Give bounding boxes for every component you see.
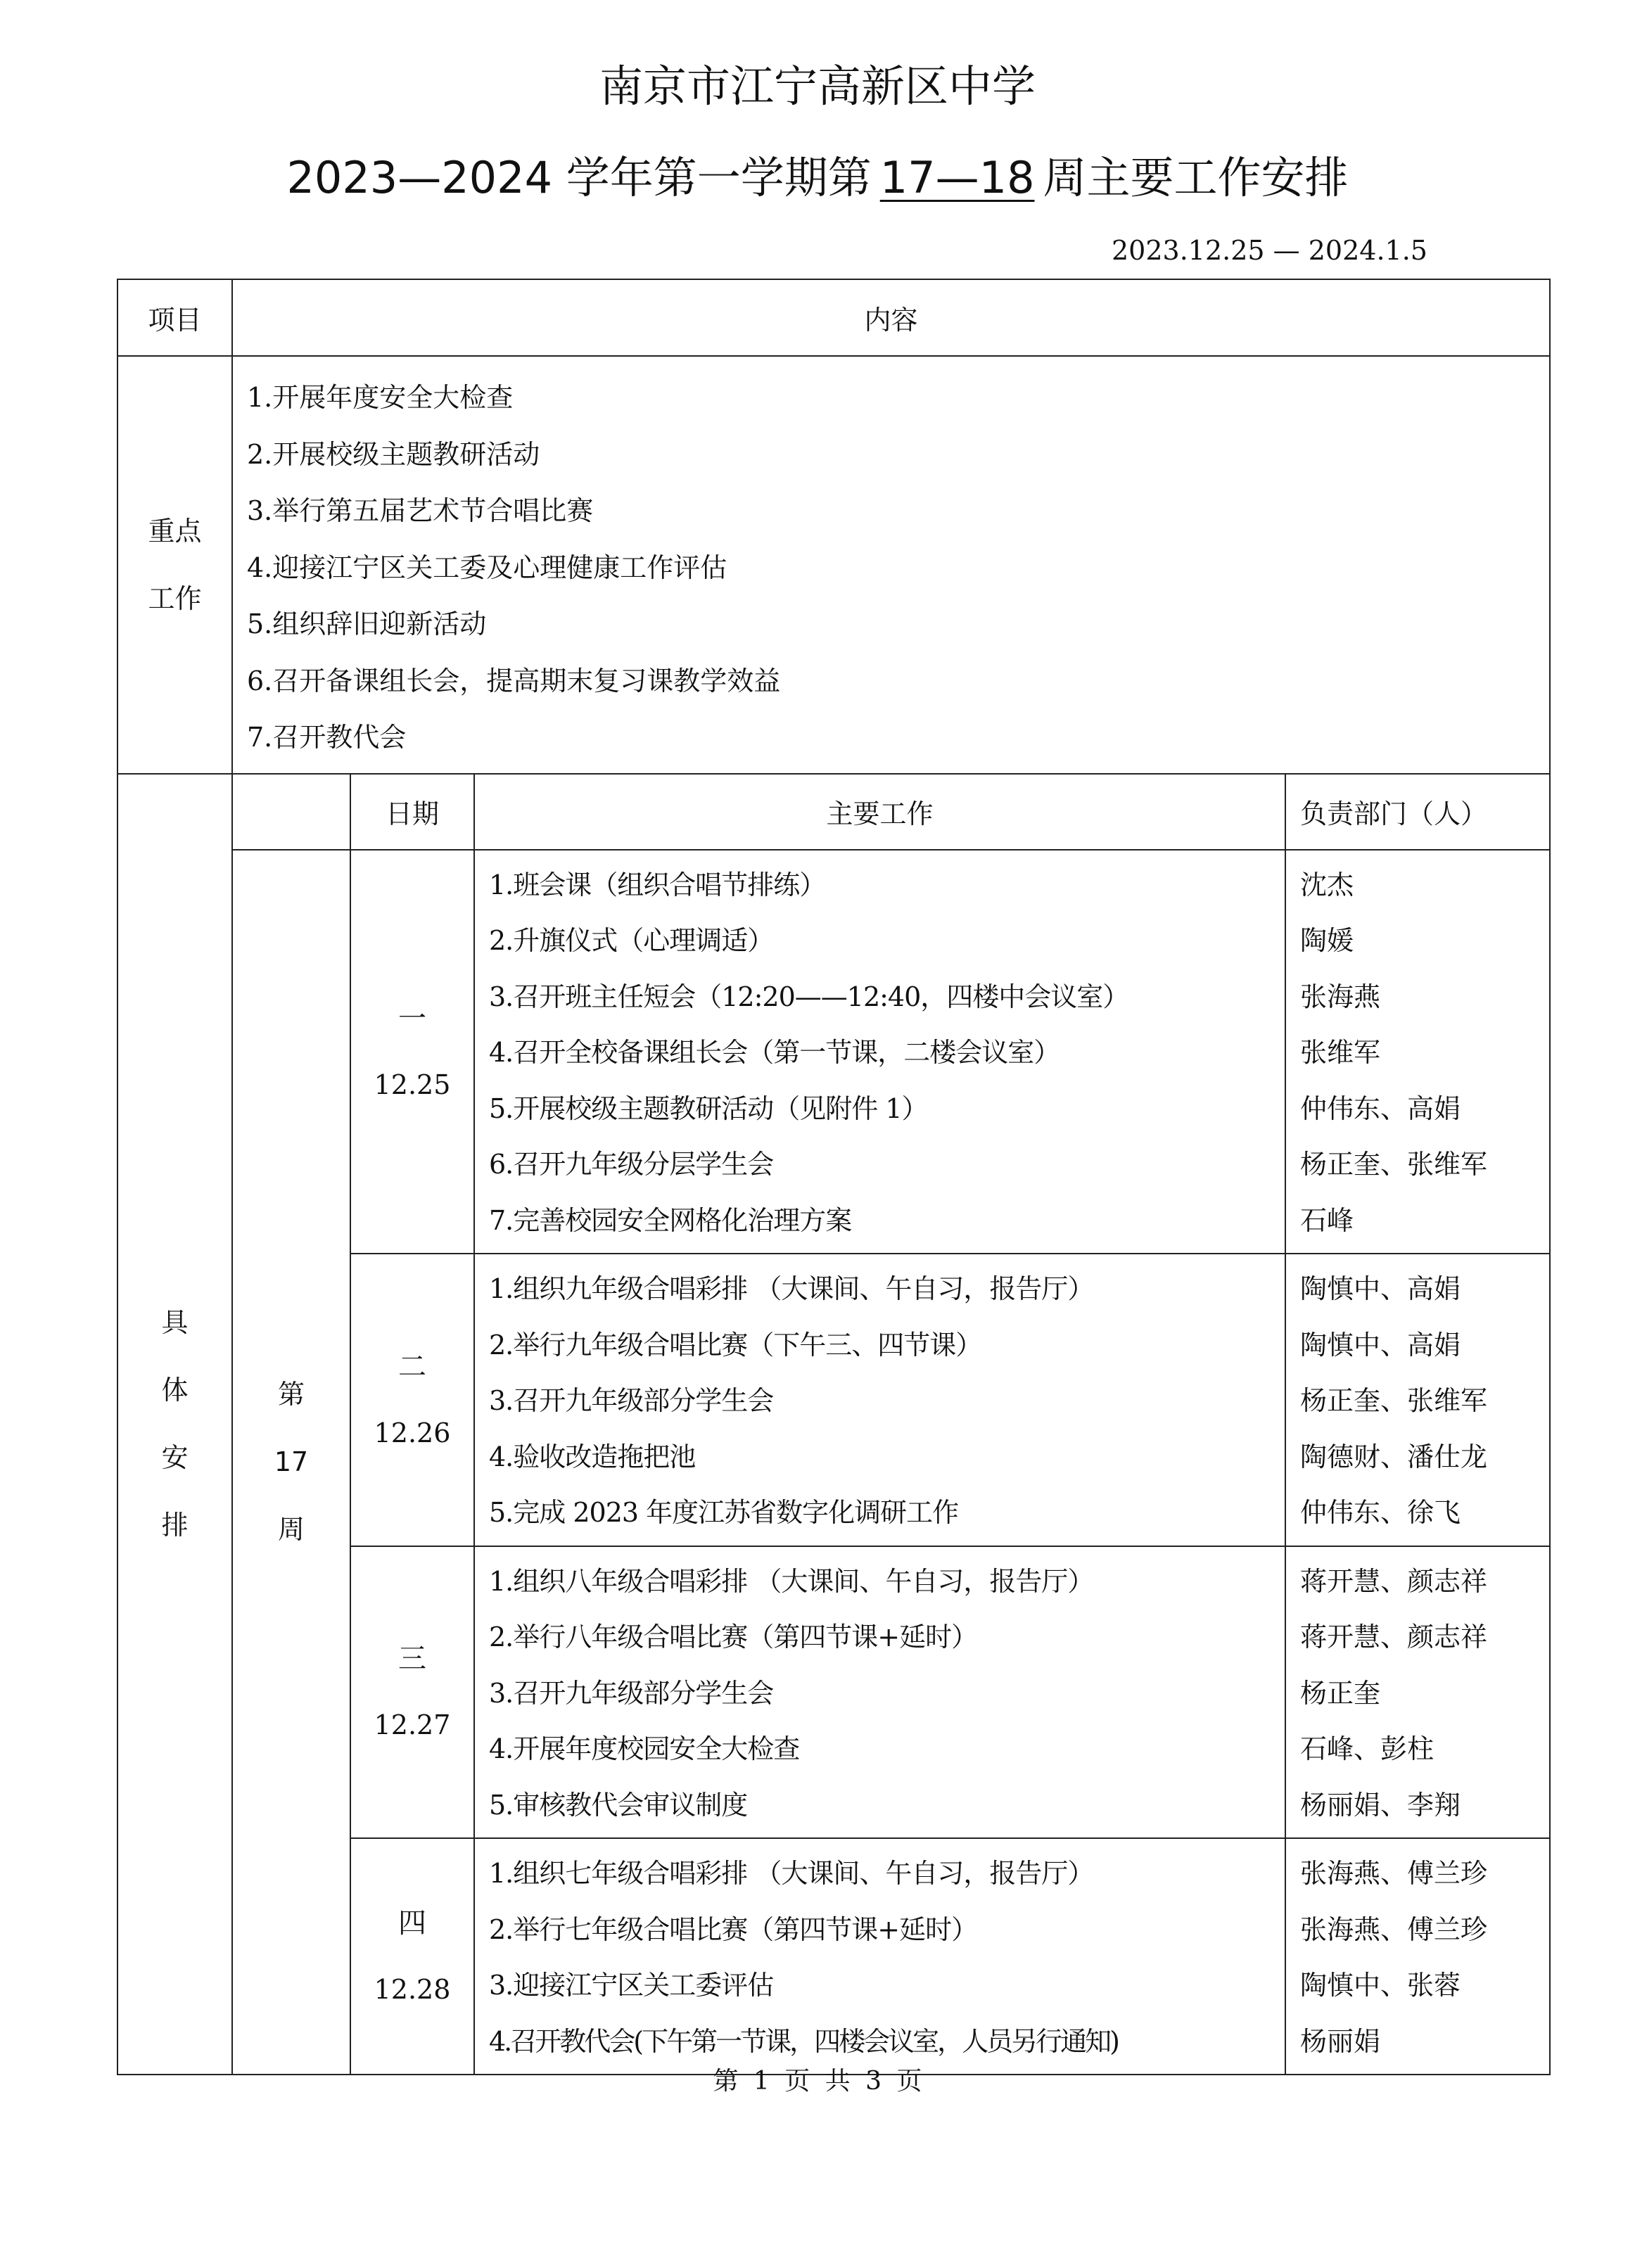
day-cell <box>350 1546 474 1839</box>
owner-item: 蒋开慧、颜志祥 <box>1300 1622 1488 1652</box>
task-item: 5.完成 2023 年度江苏省数字化调研工作 <box>489 1497 959 1528</box>
owner-item: 杨正奎 <box>1300 1677 1381 1709</box>
task-item: 5.审核教代会审议制度 <box>489 1789 748 1821</box>
task-list <box>474 850 1285 1254</box>
key-work-label-line2: 工作 <box>148 582 202 614</box>
task-item: 4.验收改造拖把池 <box>489 1441 696 1472</box>
list-item: 5.组织辞旧迎新活动 <box>247 609 487 639</box>
task-item: 6.召开九年级分层学生会 <box>489 1149 774 1180</box>
list-item: 1.开展年度安全大检查 <box>247 382 514 413</box>
schedule-label-char: 安 <box>161 1442 189 1474</box>
day-cell <box>350 1838 474 2075</box>
owner-list <box>1285 850 1550 1254</box>
task-item: 2.举行九年级合唱比赛（下午三、四节课） <box>489 1329 982 1361</box>
task-item: 1.组织八年级合唱彩排 （大课间、午自习，报告厅） <box>489 1565 1094 1597</box>
weekday: 三 <box>398 1643 426 1676</box>
task-item: 1.班会课（组织合唱节排练） <box>489 869 826 900</box>
weekday: 四 <box>398 1907 426 1939</box>
page-number: 第 1 页 共 3 页 <box>713 2067 922 2096</box>
list-item: 2.开展校级主题教研活动 <box>247 438 540 470</box>
date: 12.25 <box>374 1069 451 1100</box>
owner-item: 陶德财、潘仕龙 <box>1300 1441 1488 1472</box>
schedule-table <box>117 279 1551 2075</box>
task-item: 4.召开教代会(下午第一节课，四楼会议室，人员另行通知) <box>489 2025 1118 2057</box>
title-prefix: 2023—2024 学年第一学期第 <box>286 152 872 203</box>
task-list <box>474 1254 1285 1546</box>
key-work-row <box>117 356 1550 774</box>
week-label-line: 第 <box>277 1379 305 1410</box>
task-list <box>474 1546 1285 1839</box>
owner-item: 蒋开慧、颜志祥 <box>1300 1565 1488 1597</box>
list-item: 4.迎接江宁区关工委及心理健康工作评估 <box>247 552 727 583</box>
column-header-item: 项目 <box>117 279 232 356</box>
schedule-label-char: 排 <box>161 1510 189 1541</box>
day-cell <box>350 1254 474 1546</box>
table-header-row <box>117 279 1550 356</box>
list-item: 7.召开教代会 <box>247 722 407 753</box>
owner-list <box>1285 1546 1550 1839</box>
owner-item: 杨正奎、张维军 <box>1300 1385 1488 1416</box>
document-title <box>0 146 1635 210</box>
task-item: 3.召开九年级部分学生会 <box>489 1385 774 1416</box>
schedule-section-label <box>117 774 232 2075</box>
owner-item: 张海燕、傅兰珍 <box>1300 1858 1488 1889</box>
owner-item: 陶慎中、高娟 <box>1300 1329 1461 1361</box>
date-range: 2023.12.25 — 2024.1.5 <box>1112 235 1427 266</box>
owner-item: 仲伟东、徐飞 <box>1300 1497 1461 1528</box>
schedule-label-char: 具 <box>161 1307 189 1339</box>
table-row-day-1 <box>117 850 1550 1254</box>
task-item: 3.召开班主任短会（12:20——12:40，四楼中会议室） <box>489 981 1129 1012</box>
owner-item: 杨丽娟、李翔 <box>1300 1789 1461 1821</box>
list-item: 6.召开备课组长会，提高期末复习课教学效益 <box>247 665 781 696</box>
owner-item: 陶媛 <box>1300 925 1354 956</box>
task-item: 2.升旗仪式（心理调适） <box>489 925 774 956</box>
date: 12.26 <box>374 1417 451 1448</box>
schedule-label-char: 体 <box>161 1375 189 1406</box>
owner-item: 沈杰 <box>1300 869 1354 900</box>
task-item: 2.举行七年级合唱比赛（第四节课+延时） <box>489 1913 978 1945</box>
task-item: 1.组织九年级合唱彩排 （大课间、午自习，报告厅） <box>489 1273 1094 1304</box>
column-header-dept: 负责部门（人） <box>1285 774 1550 850</box>
column-header-work: 主要工作 <box>474 774 1285 850</box>
week-label-line: 17 <box>274 1446 309 1478</box>
owner-item: 张维军 <box>1300 1037 1381 1068</box>
week-label <box>232 850 350 2075</box>
owner-item: 张海燕 <box>1300 981 1381 1012</box>
task-item: 1.组织七年级合唱彩排 （大课间、午自习，报告厅） <box>489 1858 1094 1889</box>
date: 12.27 <box>374 1709 451 1741</box>
owner-item: 杨丽娟 <box>1300 2025 1381 2057</box>
key-work-list <box>232 356 1550 774</box>
day-cell <box>350 850 474 1254</box>
task-item: 4.召开全校备课组长会（第一节课，二楼会议室） <box>489 1037 1060 1068</box>
owner-item: 陶慎中、张蓉 <box>1300 1970 1461 2001</box>
title-suffix: 周主要工作安排 <box>1043 152 1349 203</box>
owner-item: 张海燕、傅兰珍 <box>1300 1913 1488 1945</box>
owner-item: 杨正奎、张维军 <box>1300 1149 1488 1180</box>
task-item: 4.开展年度校园安全大检查 <box>489 1733 800 1764</box>
weekday: 一 <box>398 1002 426 1035</box>
key-work-label-line1: 重点 <box>148 515 202 547</box>
task-item: 3.召开九年级部分学生会 <box>489 1677 774 1709</box>
task-list <box>474 1838 1285 2075</box>
owner-item: 仲伟东、高娟 <box>1300 1092 1461 1124</box>
task-item: 2.举行八年级合唱比赛（第四节课+延时） <box>489 1622 978 1652</box>
owner-item: 石峰、彭柱 <box>1300 1733 1434 1764</box>
week-header-blank <box>232 774 350 850</box>
task-item: 7.完善校园安全网格化治理方案 <box>489 1204 852 1236</box>
date: 12.28 <box>374 1974 451 2005</box>
school-name: 南京市江宁高新区中学 <box>599 60 1036 112</box>
owner-item: 陶慎中、高娟 <box>1300 1273 1461 1304</box>
owner-list <box>1285 1838 1550 2075</box>
task-item: 3.迎接江宁区关工委评估 <box>489 1970 774 2001</box>
owner-list <box>1285 1254 1550 1546</box>
weekday: 二 <box>398 1350 426 1383</box>
schedule-header-row <box>117 774 1550 850</box>
column-header-content: 内容 <box>232 279 1550 356</box>
owner-item: 石峰 <box>1300 1204 1354 1236</box>
week-label-line: 周 <box>277 1514 305 1546</box>
task-item: 5.开展校级主题教研活动（见附件 1） <box>489 1092 928 1124</box>
week-range: 17—18 <box>879 152 1035 203</box>
key-work-label <box>117 356 232 774</box>
list-item: 3.举行第五届艺术节合唱比赛 <box>247 495 594 526</box>
column-header-date: 日期 <box>350 774 474 850</box>
